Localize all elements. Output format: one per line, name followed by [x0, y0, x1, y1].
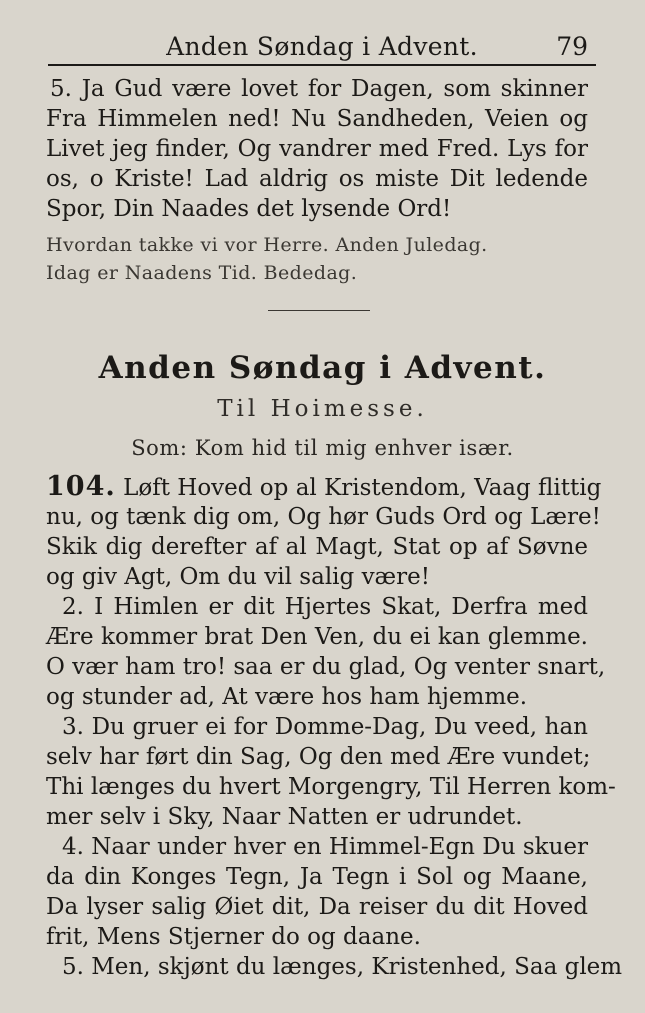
service-subtitle: Til Hoimesse. — [217, 396, 428, 422]
page-number: 79 — [556, 32, 588, 61]
hymn-line: Skik dig derefter af al Magt, Stat op af Søvne — [46, 534, 588, 560]
previous-hymn-line: Spor, Din Naades det lysende Ord! — [46, 196, 452, 222]
section-divider — [268, 310, 370, 311]
cross-reference: Idag er Naadens Tid. Bededag. — [46, 262, 358, 284]
hymn-line: Ære kommer brat Den Ven, du ei kan glemme. — [46, 624, 588, 650]
hymn-line: Thi længes du hvert Morgengry, Til Herren kom- — [46, 774, 616, 800]
hymn-line: frit, Mens Stjerner do og daane. — [46, 924, 421, 950]
hymn-line-text: Løft Hoved op al Kristendom, Vaag flittig — [123, 475, 602, 501]
hymn-line: selv har ført din Sag, Og den med Ære vundet; — [46, 744, 591, 770]
hymn-line: da din Konges Tegn, Ja Tegn i Sol og Maane, — [46, 864, 588, 890]
hymn-number: 104. — [46, 471, 116, 502]
hymn-first-line — [46, 471, 602, 503]
previous-hymn-line: Livet jeg finder, Og vandrer med Fred. Lys for — [46, 136, 588, 162]
page-header — [48, 28, 596, 66]
hymn-line: og stunder ad, At være hos ham hjemme. — [46, 684, 528, 710]
hymn-line: og giv Agt, Om du vil salig være! — [46, 564, 431, 590]
previous-hymn-line: Fra Himmelen ned! Nu Sandheden, Veien og — [46, 106, 588, 132]
running-title: Anden Søndag i Advent. — [166, 32, 478, 61]
hymn-line: mer selv i Sky, Naar Natten er udrundet. — [46, 804, 523, 830]
hymn-line: 3. Du gruer ei for Domme-Dag, Du veed, han — [62, 714, 588, 740]
hymn-line: Da lyser salig Øiet dit, Da reiser du dit Hoved — [46, 894, 588, 920]
section-title: Anden Søndag i Advent. — [98, 350, 547, 386]
hymn-line: 4. Naar under hver en Himmel-Egn Du skuer — [62, 834, 588, 860]
previous-hymn-line: os, o Kriste! Lad aldrig os miste Dit ledende — [46, 166, 588, 192]
hymn-line: 2. I Himlen er dit Hjertes Skat, Derfra med — [62, 594, 588, 620]
previous-hymn-line: 5. Ja Gud være lovet for Dagen, som skinner — [50, 76, 588, 102]
cross-reference: Hvordan takke vi vor Herre. Anden Juledag. — [46, 234, 488, 256]
hymn-line: 5. Men, skjønt du længes, Kristenhed, Saa glem — [62, 954, 623, 980]
hymn-line: O vær ham tro! saa er du glad, Og venter snart, — [46, 654, 606, 680]
melody-note: Som: Kom hid til mig enhver især. — [131, 436, 514, 460]
hymn-line: nu, og tænk dig om, Og hør Guds Ord og Lære! — [46, 504, 601, 530]
